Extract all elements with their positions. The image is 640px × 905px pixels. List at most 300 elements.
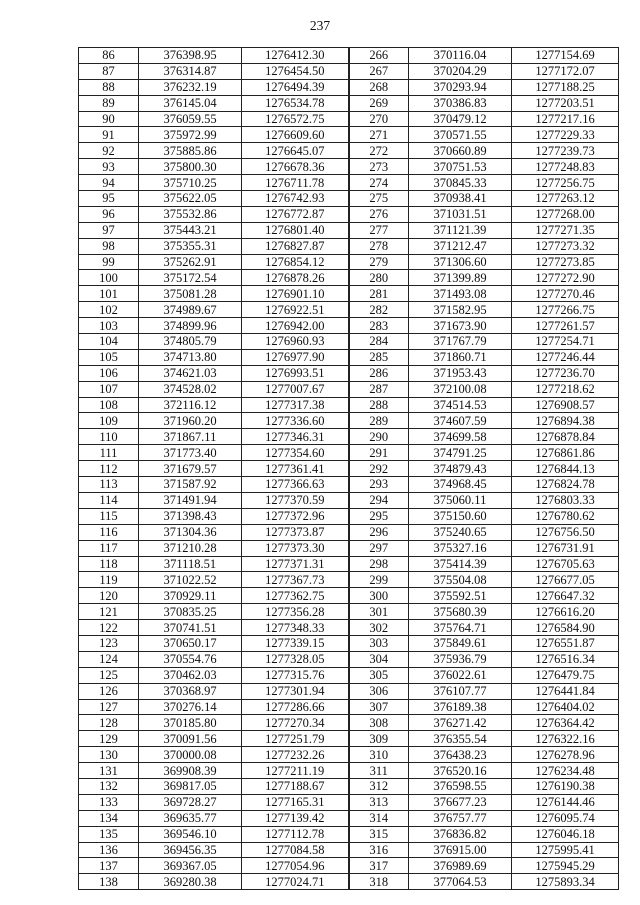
table-cell-point-number: 122 [79,620,139,636]
table-cell-x-coordinate: 376398.95 [139,48,242,64]
table-cell-y-coordinate: 1276854.12 [242,254,349,270]
table-row [79,588,619,604]
table-cell-x-coordinate: 370741.51 [139,620,242,636]
table-cell-point-number: 279 [349,254,409,270]
table-cell-y-coordinate: 1277346.31 [242,429,349,445]
table-row [79,794,619,810]
table-cell-y-coordinate: 1276322.16 [512,731,619,747]
table-cell-x-coordinate: 374607.59 [409,413,512,429]
table-cell-y-coordinate: 1277007.67 [242,381,349,397]
table-cell-x-coordinate: 375414.39 [409,556,512,572]
table-cell-x-coordinate: 375355.31 [139,238,242,254]
table-row [79,874,619,890]
table-cell-y-coordinate: 1276824.78 [512,477,619,493]
table-row [79,48,619,64]
table-cell-point-number: 113 [79,477,139,493]
table-cell-x-coordinate: 375764.71 [409,620,512,636]
table-cell-y-coordinate: 1277336.60 [242,413,349,429]
table-cell-x-coordinate: 376836.82 [409,826,512,842]
table-cell-x-coordinate: 376271.42 [409,715,512,731]
table-cell-point-number: 299 [349,572,409,588]
table-cell-y-coordinate: 1277339.15 [242,635,349,651]
table-cell-point-number: 95 [79,191,139,207]
table-cell-y-coordinate: 1276412.30 [242,48,349,64]
table-cell-x-coordinate: 370929.11 [139,588,242,604]
table-cell-y-coordinate: 1276572.75 [242,111,349,127]
table-cell-y-coordinate: 1275945.29 [512,858,619,874]
table-cell-point-number: 317 [349,858,409,874]
table-cell-y-coordinate: 1276609.60 [242,127,349,143]
table-cell-y-coordinate: 1276908.57 [512,397,619,413]
coordinates-table [78,47,619,890]
table-cell-point-number: 102 [79,302,139,318]
table-cell-x-coordinate: 370204.29 [409,63,512,79]
table-row [79,524,619,540]
table-cell-y-coordinate: 1276803.33 [512,492,619,508]
table-cell-point-number: 269 [349,95,409,111]
table-cell-point-number: 313 [349,794,409,810]
table-cell-point-number: 287 [349,381,409,397]
table-cell-point-number: 306 [349,683,409,699]
table-cell-point-number: 114 [79,492,139,508]
table-cell-y-coordinate: 1277317.38 [242,397,349,413]
table-row [79,715,619,731]
table-cell-point-number: 316 [349,842,409,858]
table-row [79,604,619,620]
table-cell-point-number: 89 [79,95,139,111]
table-cell-x-coordinate: 371582.95 [409,302,512,318]
table-cell-y-coordinate: 1276705.63 [512,556,619,572]
table-cell-y-coordinate: 1277254.71 [512,334,619,350]
table-cell-y-coordinate: 1277188.67 [242,778,349,794]
table-cell-y-coordinate: 1277273.85 [512,254,619,270]
table-cell-x-coordinate: 374621.03 [139,365,242,381]
table-row [79,318,619,334]
table-cell-point-number: 295 [349,508,409,524]
coordinates-table-body [79,48,619,890]
table-row [79,238,619,254]
table-row [79,508,619,524]
table-cell-y-coordinate: 1277054.96 [242,858,349,874]
table-cell-point-number: 318 [349,874,409,890]
table-cell-point-number: 91 [79,127,139,143]
table-row [79,143,619,159]
table-cell-y-coordinate: 1277188.25 [512,79,619,95]
table-cell-y-coordinate: 1277232.26 [242,747,349,763]
table-cell-x-coordinate: 370751.53 [409,159,512,175]
table-row [79,286,619,302]
table-cell-y-coordinate: 1277266.75 [512,302,619,318]
table-cell-y-coordinate: 1277373.30 [242,540,349,556]
table-cell-x-coordinate: 376189.38 [409,699,512,715]
table-cell-point-number: 121 [79,604,139,620]
table-cell-point-number: 110 [79,429,139,445]
table-cell-point-number: 301 [349,604,409,620]
table-cell-y-coordinate: 1277263.12 [512,191,619,207]
table-cell-y-coordinate: 1277112.78 [242,826,349,842]
table-cell-point-number: 87 [79,63,139,79]
table-cell-y-coordinate: 1276551.87 [512,635,619,651]
table-row [79,429,619,445]
table-row [79,270,619,286]
table-cell-point-number: 106 [79,365,139,381]
table-cell-point-number: 308 [349,715,409,731]
table-cell-x-coordinate: 375240.65 [409,524,512,540]
table-cell-point-number: 128 [79,715,139,731]
table-cell-point-number: 118 [79,556,139,572]
table-cell-point-number: 90 [79,111,139,127]
table-cell-point-number: 267 [349,63,409,79]
table-cell-y-coordinate: 1276678.36 [242,159,349,175]
table-cell-x-coordinate: 370554.76 [139,651,242,667]
table-cell-point-number: 285 [349,349,409,365]
table-cell-y-coordinate: 1276677.05 [512,572,619,588]
table-cell-y-coordinate: 1276894.38 [512,413,619,429]
table-cell-x-coordinate: 376438.23 [409,747,512,763]
table-cell-y-coordinate: 1276046.18 [512,826,619,842]
table-cell-y-coordinate: 1277211.19 [242,763,349,779]
table-cell-point-number: 133 [79,794,139,810]
table-cell-y-coordinate: 1277218.62 [512,381,619,397]
table-cell-point-number: 97 [79,222,139,238]
table-cell-x-coordinate: 369456.35 [139,842,242,858]
table-cell-point-number: 131 [79,763,139,779]
table-cell-y-coordinate: 1277217.16 [512,111,619,127]
table-cell-point-number: 288 [349,397,409,413]
table-cell-y-coordinate: 1276878.84 [512,429,619,445]
table-row [79,334,619,350]
table-cell-point-number: 132 [79,778,139,794]
table-cell-y-coordinate: 1276711.78 [242,175,349,191]
table-row [79,747,619,763]
table-cell-x-coordinate: 375150.60 [409,508,512,524]
table-row [79,572,619,588]
table-row [79,635,619,651]
table-cell-point-number: 116 [79,524,139,540]
table-cell-point-number: 137 [79,858,139,874]
table-cell-point-number: 268 [349,79,409,95]
table-cell-x-coordinate: 376757.77 [409,810,512,826]
table-cell-point-number: 283 [349,318,409,334]
table-cell-x-coordinate: 372100.08 [409,381,512,397]
table-cell-point-number: 286 [349,365,409,381]
table-cell-y-coordinate: 1276278.96 [512,747,619,763]
table-cell-x-coordinate: 370276.14 [139,699,242,715]
table-cell-point-number: 266 [349,48,409,64]
table-cell-y-coordinate: 1276441.84 [512,683,619,699]
table-cell-x-coordinate: 369367.05 [139,858,242,874]
table-cell-point-number: 96 [79,206,139,222]
table-cell-x-coordinate: 375710.25 [139,175,242,191]
table-cell-x-coordinate: 370116.04 [409,48,512,64]
table-cell-y-coordinate: 1276756.50 [512,524,619,540]
table-cell-y-coordinate: 1276878.26 [242,270,349,286]
table-cell-point-number: 94 [79,175,139,191]
table-cell-x-coordinate: 374899.96 [139,318,242,334]
table-cell-y-coordinate: 1276645.07 [242,143,349,159]
table-cell-y-coordinate: 1277246.44 [512,349,619,365]
table-cell-x-coordinate: 374699.58 [409,429,512,445]
table-cell-y-coordinate: 1277268.00 [512,206,619,222]
table-cell-point-number: 273 [349,159,409,175]
table-cell-y-coordinate: 1276731.91 [512,540,619,556]
table-cell-x-coordinate: 376059.55 [139,111,242,127]
table-cell-x-coordinate: 369280.38 [139,874,242,890]
table-cell-x-coordinate: 369546.10 [139,826,242,842]
table-cell-y-coordinate: 1276364.42 [512,715,619,731]
table-cell-y-coordinate: 1276772.87 [242,206,349,222]
table-cell-point-number: 100 [79,270,139,286]
table-cell-y-coordinate: 1277248.83 [512,159,619,175]
table-cell-x-coordinate: 374989.67 [139,302,242,318]
table-cell-y-coordinate: 1277239.73 [512,143,619,159]
table-cell-y-coordinate: 1277273.32 [512,238,619,254]
table-cell-point-number: 277 [349,222,409,238]
table-cell-x-coordinate: 371860.71 [409,349,512,365]
table-cell-y-coordinate: 1276861.86 [512,445,619,461]
table-cell-x-coordinate: 369635.77 [139,810,242,826]
table-cell-x-coordinate: 370571.55 [409,127,512,143]
table-cell-x-coordinate: 371118.51 [139,556,242,572]
table-cell-x-coordinate: 376915.00 [409,842,512,858]
table-cell-point-number: 291 [349,445,409,461]
table-row [79,731,619,747]
table-cell-x-coordinate: 371767.79 [409,334,512,350]
table-cell-point-number: 297 [349,540,409,556]
table-row [79,191,619,207]
table-cell-y-coordinate: 1276144.46 [512,794,619,810]
table-cell-x-coordinate: 375081.28 [139,286,242,302]
table-cell-point-number: 115 [79,508,139,524]
table-cell-y-coordinate: 1276901.10 [242,286,349,302]
table-cell-x-coordinate: 370185.80 [139,715,242,731]
table-cell-y-coordinate: 1277236.70 [512,365,619,381]
table-cell-x-coordinate: 371022.52 [139,572,242,588]
table-cell-point-number: 304 [349,651,409,667]
table-row [79,826,619,842]
table-cell-x-coordinate: 369908.39 [139,763,242,779]
table-cell-point-number: 278 [349,238,409,254]
table-cell-point-number: 127 [79,699,139,715]
table-cell-x-coordinate: 377064.53 [409,874,512,890]
table-cell-x-coordinate: 375327.16 [409,540,512,556]
table-cell-y-coordinate: 1277165.31 [242,794,349,810]
table-cell-y-coordinate: 1276993.51 [242,365,349,381]
table-row [79,63,619,79]
table-cell-point-number: 272 [349,143,409,159]
table-cell-x-coordinate: 374528.02 [139,381,242,397]
table-cell-y-coordinate: 1276454.50 [242,63,349,79]
table-cell-x-coordinate: 370293.94 [409,79,512,95]
table-row [79,397,619,413]
table-cell-y-coordinate: 1276404.02 [512,699,619,715]
table-cell-y-coordinate: 1276616.20 [512,604,619,620]
table-row [79,683,619,699]
table-row [79,556,619,572]
table-cell-point-number: 101 [79,286,139,302]
table-row [79,254,619,270]
table-cell-x-coordinate: 371304.36 [139,524,242,540]
table-cell-x-coordinate: 376022.61 [409,667,512,683]
table-row [79,858,619,874]
table-cell-x-coordinate: 370091.56 [139,731,242,747]
table-cell-x-coordinate: 375262.91 [139,254,242,270]
table-cell-y-coordinate: 1277372.96 [242,508,349,524]
table-cell-x-coordinate: 375443.21 [139,222,242,238]
table-cell-y-coordinate: 1277301.94 [242,683,349,699]
table-cell-y-coordinate: 1276780.62 [512,508,619,524]
table-cell-point-number: 111 [79,445,139,461]
table-cell-x-coordinate: 371960.20 [139,413,242,429]
table-row [79,842,619,858]
table-cell-x-coordinate: 370000.08 [139,747,242,763]
table-cell-y-coordinate: 1277315.76 [242,667,349,683]
table-cell-point-number: 289 [349,413,409,429]
table-cell-x-coordinate: 376520.16 [409,763,512,779]
table-cell-point-number: 136 [79,842,139,858]
table-cell-y-coordinate: 1277154.69 [512,48,619,64]
table-row [79,699,619,715]
table-cell-x-coordinate: 370845.33 [409,175,512,191]
table-cell-x-coordinate: 371587.92 [139,477,242,493]
table-cell-x-coordinate: 376989.69 [409,858,512,874]
table-cell-y-coordinate: 1277270.46 [512,286,619,302]
table-cell-y-coordinate: 1275893.34 [512,874,619,890]
table-row [79,175,619,191]
table-cell-point-number: 126 [79,683,139,699]
table-cell-x-coordinate: 371212.47 [409,238,512,254]
table-cell-x-coordinate: 376232.19 [139,79,242,95]
table-row [79,365,619,381]
table-cell-point-number: 310 [349,747,409,763]
table-row [79,95,619,111]
table-cell-y-coordinate: 1276922.51 [242,302,349,318]
table-cell-point-number: 129 [79,731,139,747]
table-cell-y-coordinate: 1277361.41 [242,461,349,477]
table-cell-point-number: 314 [349,810,409,826]
table-cell-y-coordinate: 1277272.90 [512,270,619,286]
table-cell-y-coordinate: 1277367.73 [242,572,349,588]
table-cell-x-coordinate: 371953.43 [409,365,512,381]
table-cell-y-coordinate: 1276977.90 [242,349,349,365]
table-cell-y-coordinate: 1276647.32 [512,588,619,604]
table-row [79,79,619,95]
table-cell-y-coordinate: 1276095.74 [512,810,619,826]
table-cell-point-number: 311 [349,763,409,779]
table-cell-x-coordinate: 375885.86 [139,143,242,159]
table-cell-point-number: 88 [79,79,139,95]
table-row [79,349,619,365]
table-cell-x-coordinate: 371121.39 [409,222,512,238]
table-row [79,477,619,493]
table-cell-y-coordinate: 1276827.87 [242,238,349,254]
table-row [79,413,619,429]
table-cell-y-coordinate: 1276234.48 [512,763,619,779]
table-cell-point-number: 292 [349,461,409,477]
table-row [79,111,619,127]
table-cell-x-coordinate: 375504.08 [409,572,512,588]
table-cell-x-coordinate: 375172.54 [139,270,242,286]
table-cell-point-number: 119 [79,572,139,588]
table-cell-x-coordinate: 375800.30 [139,159,242,175]
table-cell-x-coordinate: 375532.86 [139,206,242,222]
table-cell-x-coordinate: 375622.05 [139,191,242,207]
table-cell-x-coordinate: 371398.43 [139,508,242,524]
table-cell-y-coordinate: 1277256.75 [512,175,619,191]
table-cell-y-coordinate: 1277271.35 [512,222,619,238]
table-row [79,763,619,779]
table-cell-x-coordinate: 371679.57 [139,461,242,477]
table-cell-y-coordinate: 1277362.75 [242,588,349,604]
table-cell-x-coordinate: 370462.03 [139,667,242,683]
table-cell-y-coordinate: 1277229.33 [512,127,619,143]
table-cell-x-coordinate: 371867.11 [139,429,242,445]
table-cell-x-coordinate: 369728.27 [139,794,242,810]
table-row [79,492,619,508]
table-cell-x-coordinate: 370938.41 [409,191,512,207]
table-cell-x-coordinate: 374879.43 [409,461,512,477]
table-cell-point-number: 315 [349,826,409,842]
table-cell-point-number: 284 [349,334,409,350]
table-cell-y-coordinate: 1276742.93 [242,191,349,207]
table-cell-x-coordinate: 374968.45 [409,477,512,493]
table-cell-point-number: 93 [79,159,139,175]
table-cell-point-number: 124 [79,651,139,667]
table-cell-point-number: 135 [79,826,139,842]
table-row [79,778,619,794]
table-cell-y-coordinate: 1276960.93 [242,334,349,350]
table-cell-y-coordinate: 1277024.71 [242,874,349,890]
table-cell-point-number: 109 [79,413,139,429]
table-cell-x-coordinate: 375680.39 [409,604,512,620]
table-cell-y-coordinate: 1276494.39 [242,79,349,95]
table-cell-point-number: 86 [79,48,139,64]
table-cell-point-number: 138 [79,874,139,890]
table-cell-x-coordinate: 371210.28 [139,540,242,556]
table-cell-y-coordinate: 1276479.75 [512,667,619,683]
table-cell-y-coordinate: 1277084.58 [242,842,349,858]
table-cell-point-number: 290 [349,429,409,445]
table-row [79,651,619,667]
table-cell-x-coordinate: 374713.80 [139,349,242,365]
table-cell-y-coordinate: 1277354.60 [242,445,349,461]
table-cell-point-number: 107 [79,381,139,397]
table-row [79,206,619,222]
table-cell-point-number: 309 [349,731,409,747]
table-cell-x-coordinate: 370650.17 [139,635,242,651]
table-cell-x-coordinate: 376677.23 [409,794,512,810]
table-cell-x-coordinate: 371491.94 [139,492,242,508]
table-cell-x-coordinate: 374791.25 [409,445,512,461]
table-row [79,445,619,461]
table-cell-point-number: 293 [349,477,409,493]
table-cell-point-number: 303 [349,635,409,651]
table-cell-y-coordinate: 1277251.79 [242,731,349,747]
table-cell-point-number: 281 [349,286,409,302]
table-cell-x-coordinate: 371493.08 [409,286,512,302]
table-cell-point-number: 298 [349,556,409,572]
table-cell-point-number: 104 [79,334,139,350]
table-cell-y-coordinate: 1277261.57 [512,318,619,334]
table-cell-y-coordinate: 1277270.34 [242,715,349,731]
table-cell-point-number: 120 [79,588,139,604]
table-cell-point-number: 300 [349,588,409,604]
table-cell-point-number: 305 [349,667,409,683]
table-cell-x-coordinate: 375972.99 [139,127,242,143]
table-row [79,381,619,397]
table-cell-x-coordinate: 376355.54 [409,731,512,747]
table-row [79,127,619,143]
